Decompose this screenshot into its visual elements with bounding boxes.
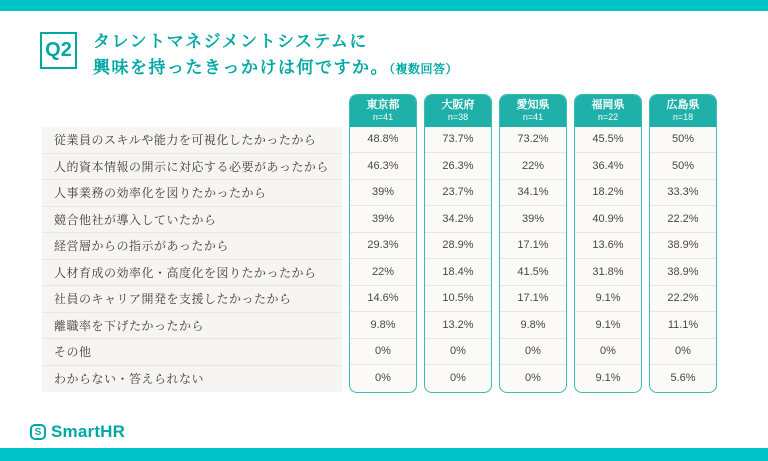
value-cell: 73.7% [425,127,491,154]
column-header [575,95,641,127]
value-cell: 33.3% [650,180,716,207]
bottom-accent-bar [0,448,768,461]
prefecture-column [424,94,492,393]
sample-size: n=22 [597,111,619,122]
value-cell: 41.5% [500,259,566,286]
value-cell: 39% [350,206,416,233]
prefecture-column [649,94,717,393]
sample-size: n=18 [672,111,694,122]
value-cell: 9.1% [595,372,621,385]
value-cell: 14.6% [350,286,416,313]
column-header [425,95,491,127]
value-cell: 22% [500,153,566,180]
value-cell: 0% [500,339,566,366]
value-cell: 0% [650,339,716,366]
prefecture-name: 福岡県 [591,98,625,111]
value-cell: 46.3% [350,153,416,180]
survey-table [42,94,717,393]
row-label: 離職率を下げたかったから [42,313,342,340]
column-header [650,95,716,127]
column-header [350,95,416,127]
value-cell: 26.3% [425,153,491,180]
sample-size: n=41 [522,111,544,122]
value-cell: 48.8% [350,127,416,154]
smarthr-logo-text: SmartHR [51,422,126,441]
value-cell: 39% [350,180,416,207]
value-cell: 9.8% [500,312,566,339]
prefecture-column [499,94,567,393]
value-cell: 38.9% [650,233,716,260]
prefecture-column [574,94,642,393]
value-cell: 36.4% [575,153,641,180]
value-cell: 5.6% [670,372,696,385]
value-cell: 22.2% [650,206,716,233]
question-title-line2 [93,55,458,81]
value-cell: 50% [650,153,716,180]
value-cell: 38.9% [650,259,716,286]
row-label: 社員のキャリア開発を支援したかったから [42,286,342,313]
value-cell: 18.2% [575,180,641,207]
value-cell: 17.1% [500,233,566,260]
value-cell: 23.7% [425,180,491,207]
value-cell: 34.2% [425,206,491,233]
value-cell: 28.9% [425,233,491,260]
value-cell: 29.3% [350,233,416,260]
value-cell: 13.2% [425,312,491,339]
row-label: 経営層からの指示があったから [42,233,342,260]
smarthr-logo-icon: S [30,424,46,440]
value-cell: 0% [525,372,541,385]
top-accent-bar [0,0,768,11]
row-label: その他 [42,339,342,366]
question-number-badge: Q2 [40,32,77,69]
value-cell: 31.8% [575,259,641,286]
value-cell: 39% [500,206,566,233]
value-cell: 9.1% [575,312,641,339]
prefecture-name: 広島県 [666,98,700,111]
prefecture-name: 東京都 [366,98,400,111]
row-label: 競合他社が導入していたから [42,207,342,234]
sample-size: n=41 [372,111,394,122]
value-cell: 17.1% [500,286,566,313]
value-cell: 22.2% [650,286,716,313]
value-cell: 0% [450,372,466,385]
question-title [93,29,458,80]
value-cell: 73.2% [500,127,566,154]
prefecture-column [349,94,417,393]
value-cell: 45.5% [575,127,641,154]
row-label: 人的資本情報の開示に対応する必要があったから [42,154,342,181]
sample-size: n=38 [447,111,469,122]
question-title-note: （複数回答） [389,61,459,76]
row-label: わからない・答えられない [42,366,342,393]
question-title-line1: タレントマネジメントシステムに [93,32,368,51]
value-cell: 18.4% [425,259,491,286]
value-cell: 9.8% [350,312,416,339]
value-cell: 34.1% [500,180,566,207]
value-cell: 0% [425,339,491,366]
value-cell: 0% [350,339,416,366]
value-cell: 50% [650,127,716,154]
value-cell: 9.1% [575,286,641,313]
row-labels-column [42,94,342,392]
value-cell: 11.1% [650,312,716,339]
row-label: 人事業務の効率化を図りたかったから [42,180,342,207]
question-header [40,29,458,80]
value-cell: 0% [575,339,641,366]
footer-logo [30,422,125,442]
value-cell: 22% [350,259,416,286]
column-header [500,95,566,127]
question-title-text: 興味を持ったきっかけは何ですか。 [93,57,389,77]
prefecture-name: 大阪府 [441,98,475,111]
prefecture-name: 愛知県 [516,98,550,111]
value-cell: 13.6% [575,233,641,260]
row-label: 人材育成の効率化・高度化を図りたかったから [42,260,342,287]
row-label: 従業員のスキルや能力を可視化したかったから [42,127,342,154]
value-cell: 0% [375,372,391,385]
value-cell: 10.5% [425,286,491,313]
value-cell: 40.9% [575,206,641,233]
